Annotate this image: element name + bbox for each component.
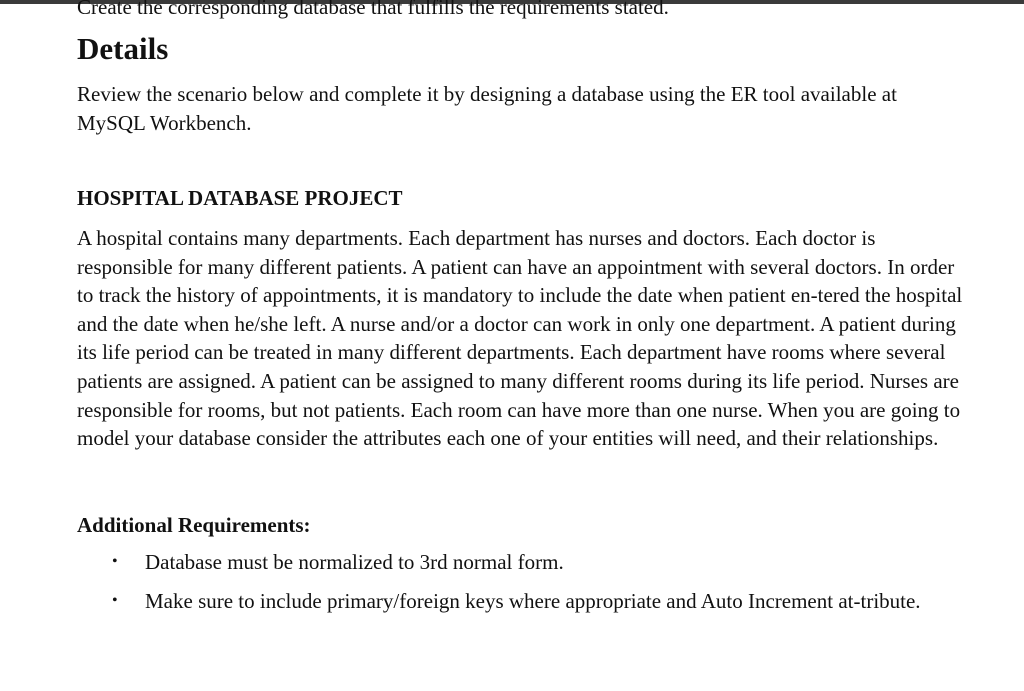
intro-paragraph: Review the scenario below and complete it by designing a database using the ER tool available at MySQL Workbench. <box>77 82 897 135</box>
requirement-text: Database must be normalized to 3rd normal form. <box>145 549 564 574</box>
list-item <box>77 548 945 576</box>
scenario-paragraph: A hospital contains many departments. Each department has nurses and doctors. Each doctor is responsible for many different patients. A patient can have an appointment with several doctors. In order to track the history of appointments, it is mandatory to include the date when patient en-tered the hospital and the date when he/she left. A nurse and/or a doctor can work in only one department. A patient during its life period can be treated in many different departments. Each department have rooms where several patients are assigned. A patient can be assigned to many different rooms during its life period. Nurses are responsible for rooms, but not patients. Each room can have more than one nurse. When you are going to model your database consider the attributes each one of your entities will need, and their relationships. <box>77 226 963 451</box>
requirements-heading: Additional Requirements: <box>77 512 311 537</box>
bullet-icon: • <box>112 552 118 570</box>
cut-off-instruction-line: Create the corresponding database that fulfills the requirements stated. <box>77 0 669 19</box>
list-item <box>77 587 945 615</box>
requirements-list <box>77 548 977 615</box>
document-body <box>77 0 977 626</box>
requirement-text: Make sure to include primary/foreign keys where appropriate and Auto Increment at-tribute. <box>145 588 921 613</box>
bullet-icon: • <box>112 591 118 609</box>
project-title: HOSPITAL DATABASE PROJECT <box>77 186 403 210</box>
details-heading: Details <box>77 31 169 66</box>
